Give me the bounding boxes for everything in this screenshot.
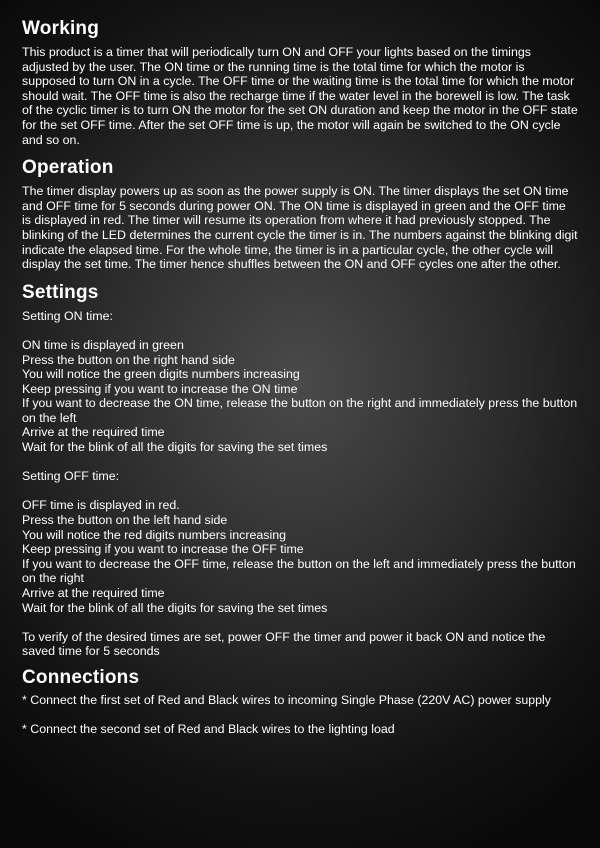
working-section xyxy=(22,16,578,147)
off-step: Arrive at the required time xyxy=(22,586,165,600)
blank-line xyxy=(22,615,578,630)
blank-line xyxy=(22,455,578,470)
on-step: You will notice the green digits numbers increasing xyxy=(22,367,300,382)
setting-off-time-title: Setting OFF time: xyxy=(22,469,120,484)
on-step: Keep pressing if you want to increase the ON time xyxy=(22,381,298,396)
connections-list xyxy=(22,693,578,737)
on-step: Press the button on the right hand side xyxy=(22,352,235,367)
off-step: OFF time is displayed in red. xyxy=(22,498,180,513)
off-step: If you want to decrease the OFF time, release the button on the left and immediately press the button on the right xyxy=(22,556,576,586)
on-step: Arrive at the required time xyxy=(22,425,165,440)
operation-heading: Operation xyxy=(22,157,114,179)
blank-line xyxy=(22,323,578,338)
on-step: ON time is displayed in green xyxy=(22,337,184,352)
settings-content xyxy=(22,309,578,659)
operation-section xyxy=(22,155,578,272)
settings-heading: Settings xyxy=(22,281,99,303)
operation-paragraph: The timer display powers up as soon as the power supply is ON. The timer displays the set ON time and OFF time for 5 seconds during power ON. The ON time is displayed in green and the OFF time is displayed in red. The timer will resume its operation from where it had previously stopped. The blinking of the LED determines the current cycle the timer is in. The numbers against the blinking digit indicate the elapsed time. For the whole time, the timer is in a particular cycle, the other cycle will display the set time. The timer hence shuffles between the ON and OFF cycles one after the other. xyxy=(22,184,578,272)
connection-item: * Connect the second set of Red and Black wires to the lighting load xyxy=(22,722,395,737)
working-paragraph: This product is a timer that will periodically turn ON and OFF your lights based on the timings adjusted by the user. The ON time or the running time is the total time for which the motor is supposed to turn ON in a cycle. The OFF time or the waiting time is the total time for which the motor should wait. The OFF time is also the recharge time if the water level in the borewell is low. The task of the cyclic timer is to turn ON the motor for the set ON duration and keep the motor in the OFF state for the set OFF time. After the set OFF time is up, the motor will again be switched to the ON cycle and so on. xyxy=(22,45,578,147)
connections-section xyxy=(22,665,578,737)
off-step: Press the button on the left hand side xyxy=(22,513,228,528)
connection-item: * Connect the first set of Red and Black wires to incoming Single Phase (220V AC) power supply xyxy=(22,692,551,707)
working-heading: Working xyxy=(22,18,100,39)
settings-section xyxy=(22,280,578,659)
off-step: Keep pressing if you want to increase the OFF time xyxy=(22,542,304,557)
verify-note: To verify of the desired times are set, power OFF the timer and power it back ON and notice the saved time for 5 seconds xyxy=(22,629,546,659)
on-step: Wait for the blink of all the digits for saving the set times xyxy=(22,440,328,455)
off-step: Wait for the blink of all the digits for saving the set times xyxy=(22,600,328,615)
blank-line xyxy=(22,708,578,723)
on-step: If you want to decrease the ON time, release the button on the right and immediately press the button on the left xyxy=(22,396,578,425)
blank-line xyxy=(22,484,578,499)
setting-on-time-title: Setting ON time: xyxy=(22,308,113,323)
off-step: You will notice the red digits numbers increasing xyxy=(22,527,287,542)
connections-heading: Connections xyxy=(22,666,140,688)
